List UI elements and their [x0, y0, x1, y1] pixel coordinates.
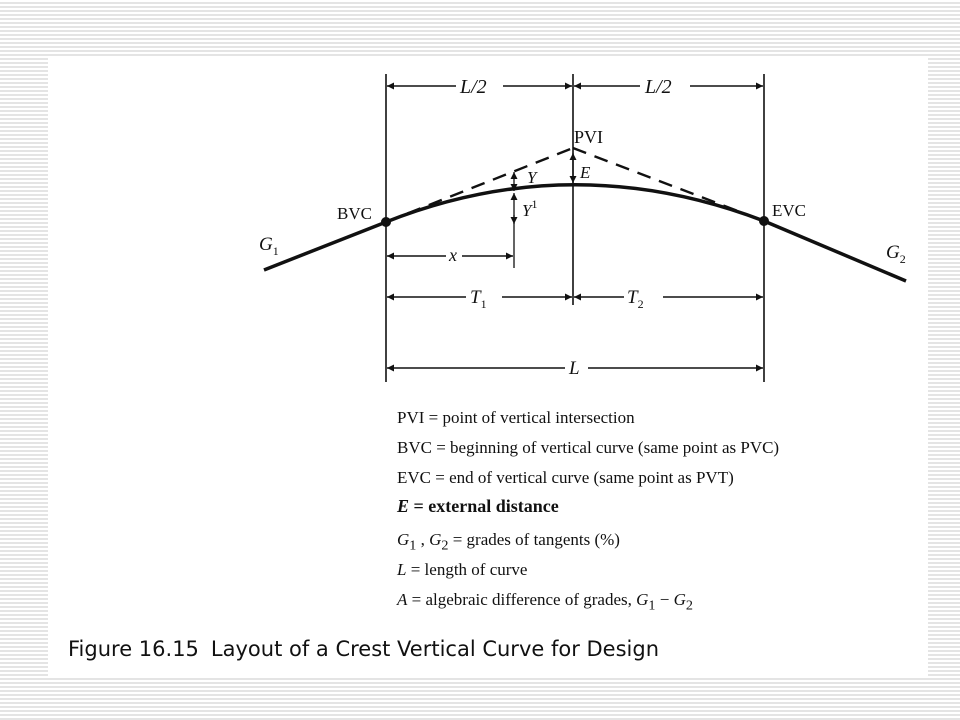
vertical-curve — [386, 185, 764, 222]
legend-pvi: PVI = point of vertical intersection — [397, 408, 635, 427]
legend-a-text: = algebraic difference of grades, — [407, 590, 637, 609]
legend-g-text: = grades of tangents (%) — [448, 530, 620, 549]
legend-e-symbol: E — [397, 496, 410, 516]
figure-number: Figure 16.15 — [68, 637, 199, 661]
legend-g-sep: , — [416, 530, 430, 549]
legend-l-symbol: L — [397, 560, 407, 579]
legend-e-text: = external distance — [409, 496, 559, 516]
g1-label: $G_1$ — [259, 234, 279, 258]
g2-label: $G_2$ — [886, 242, 906, 266]
legend-bvc: BVC = beginning of vertical curve (same point as PVC) — [397, 438, 780, 457]
legend-grades — [397, 530, 620, 554]
legend-g1-sub: 1 — [409, 537, 417, 554]
evc-point — [759, 216, 769, 226]
g1-tangent-line — [264, 222, 386, 270]
y1-label: $Y^1$ — [522, 197, 538, 220]
legend-g2-sub: 2 — [441, 537, 449, 554]
figure-title: Layout of a Crest Vertical Curve for Design — [210, 637, 660, 661]
legend-a-g2-sub: 2 — [685, 597, 693, 614]
legend-algebraic-difference — [397, 590, 693, 614]
legend-a-minus: − — [655, 590, 674, 609]
t1-label: $T_1$ — [470, 287, 487, 311]
e-label: E — [580, 163, 591, 182]
t2-label: $T_2$ — [627, 287, 644, 311]
legend-evc: EVC = end of vertical curve (same point as PVT) — [397, 468, 734, 487]
legend-l-text: = length of curve — [406, 560, 528, 579]
legend-length — [397, 560, 527, 580]
legend-g1: G — [397, 530, 410, 549]
legend-a-g1-sub: 1 — [648, 597, 656, 614]
dim-l2-right-label: L/2 — [645, 76, 672, 98]
legend-a-g2: G — [673, 590, 686, 609]
l-label: L — [569, 358, 580, 379]
x-label: x — [449, 245, 457, 265]
legend-external-distance — [397, 496, 559, 517]
pvi-label: PVI — [574, 127, 604, 147]
figure-caption — [68, 637, 659, 661]
legend-g2: G — [429, 530, 442, 549]
legend-a-g1: G — [636, 590, 649, 609]
g2-tangent-line — [764, 221, 906, 281]
evc-label: EVC — [772, 201, 806, 220]
legend-a-symbol: A — [397, 590, 408, 609]
dim-l2-left-label: L/2 — [460, 76, 487, 98]
bvc-point — [381, 217, 391, 227]
bvc-label: BVC — [337, 204, 372, 223]
y-label: Y — [527, 168, 537, 187]
